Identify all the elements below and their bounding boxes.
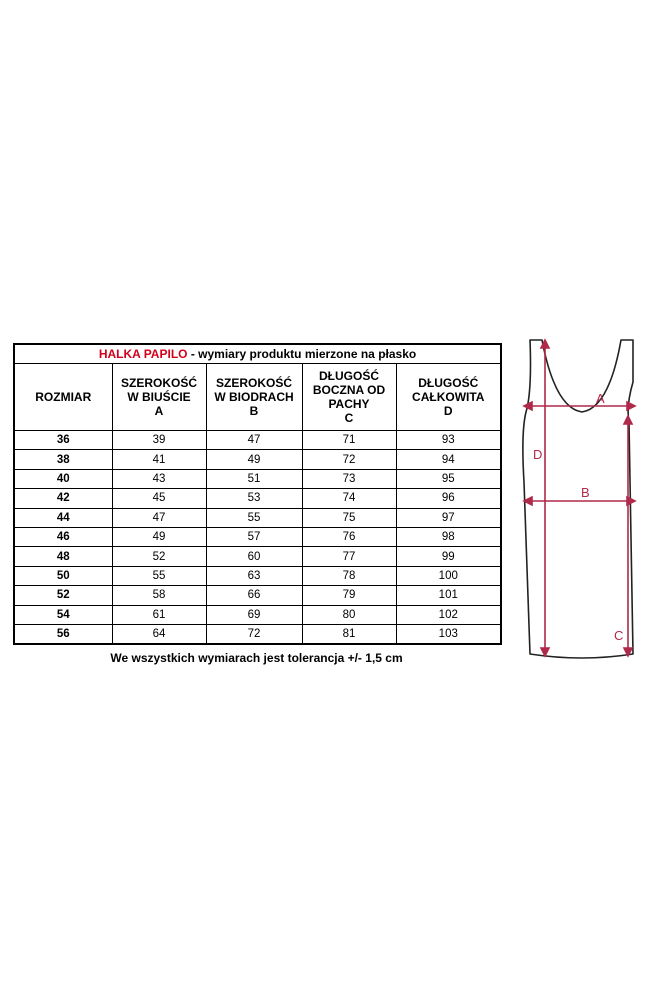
column-header-line: B bbox=[249, 404, 259, 418]
arrowhead bbox=[541, 648, 549, 656]
table-title bbox=[14, 344, 501, 364]
measurement-lines bbox=[524, 340, 635, 656]
label-c: C bbox=[614, 628, 624, 643]
table-row bbox=[14, 450, 501, 469]
column-header bbox=[396, 364, 501, 431]
size-cell: 52 bbox=[14, 586, 112, 605]
measurement-cell: 63 bbox=[206, 566, 302, 585]
table-header-row bbox=[14, 364, 501, 431]
arrowhead bbox=[524, 402, 532, 410]
measurement-cell: 96 bbox=[396, 489, 501, 508]
arrowhead bbox=[624, 416, 632, 424]
size-cell: 50 bbox=[14, 566, 112, 585]
measurement-cell: 101 bbox=[396, 586, 501, 605]
dress-diagram bbox=[508, 332, 667, 662]
column-header-line: SZEROKOŚĆ bbox=[215, 376, 292, 390]
size-cell: 48 bbox=[14, 547, 112, 566]
measurement-cell: 49 bbox=[206, 450, 302, 469]
column-header-line: C bbox=[344, 411, 354, 425]
table-title-row bbox=[14, 344, 501, 364]
table-row bbox=[14, 431, 501, 450]
measurement-cell: 43 bbox=[112, 469, 206, 488]
measurement-cell: 95 bbox=[396, 469, 501, 488]
size-cell: 44 bbox=[14, 508, 112, 527]
table-row bbox=[14, 624, 501, 644]
column-header-line: D bbox=[443, 404, 453, 418]
table-row bbox=[14, 508, 501, 527]
measurement-cell: 47 bbox=[112, 508, 206, 527]
column-header-line: DŁUGOŚĆ bbox=[319, 369, 379, 383]
measurement-cell: 49 bbox=[112, 527, 206, 546]
size-cell: 54 bbox=[14, 605, 112, 624]
measurement-cell: 102 bbox=[396, 605, 501, 624]
column-header-line: ROZMIAR bbox=[35, 390, 92, 404]
measurement-cell: 61 bbox=[112, 605, 206, 624]
arrowhead bbox=[627, 402, 635, 410]
dress-body-outline bbox=[523, 340, 633, 658]
measurement-cell: 41 bbox=[112, 450, 206, 469]
measurement-cell: 98 bbox=[396, 527, 501, 546]
label-b: B bbox=[581, 485, 590, 500]
table-row bbox=[14, 566, 501, 585]
measurement-cell: 93 bbox=[396, 431, 501, 450]
table-row bbox=[14, 469, 501, 488]
size-cell: 38 bbox=[14, 450, 112, 469]
measurement-cell: 58 bbox=[112, 586, 206, 605]
column-header bbox=[206, 364, 302, 431]
measurement-cell: 55 bbox=[206, 508, 302, 527]
measurement-cell: 77 bbox=[302, 547, 396, 566]
table-row bbox=[14, 489, 501, 508]
column-header-line: W BIUŚCIE bbox=[127, 390, 191, 404]
measurement-cell: 74 bbox=[302, 489, 396, 508]
column-header bbox=[112, 364, 206, 431]
measurement-cell: 99 bbox=[396, 547, 501, 566]
measurement-cell: 53 bbox=[206, 489, 302, 508]
measurement-cell: 52 bbox=[112, 547, 206, 566]
measurement-cell: 45 bbox=[112, 489, 206, 508]
measurement-cell: 80 bbox=[302, 605, 396, 624]
tolerance-note: We wszystkich wymiarach jest tolerancja +/- 1,5 cm bbox=[110, 651, 403, 665]
measurement-labels bbox=[533, 391, 623, 643]
size-cell: 36 bbox=[14, 431, 112, 450]
measurement-cell: 79 bbox=[302, 586, 396, 605]
size-cell: 42 bbox=[14, 489, 112, 508]
column-header-line: BOCZNA OD bbox=[312, 383, 386, 397]
measurement-cell: 94 bbox=[396, 450, 501, 469]
column-header-line: SZEROKOŚĆ bbox=[120, 376, 197, 390]
measurement-cell: 64 bbox=[112, 624, 206, 644]
measurement-cell: 76 bbox=[302, 527, 396, 546]
measurement-cell: 78 bbox=[302, 566, 396, 585]
measurement-cell: 72 bbox=[206, 624, 302, 644]
table-row bbox=[14, 547, 501, 566]
column-header bbox=[302, 364, 396, 431]
measurement-cell: 55 bbox=[112, 566, 206, 585]
size-table bbox=[13, 343, 502, 645]
table-row bbox=[14, 527, 501, 546]
column-header bbox=[14, 364, 112, 431]
measurement-cell: 75 bbox=[302, 508, 396, 527]
measurement-cell: 71 bbox=[302, 431, 396, 450]
measurement-cell: 73 bbox=[302, 469, 396, 488]
measurement-cell: 81 bbox=[302, 624, 396, 644]
measurement-cell: 57 bbox=[206, 527, 302, 546]
table-row bbox=[14, 605, 501, 624]
measurement-cell: 103 bbox=[396, 624, 501, 644]
measurement-cell: 69 bbox=[206, 605, 302, 624]
measurement-cell: 72 bbox=[302, 450, 396, 469]
column-header-line: PACHY bbox=[328, 397, 370, 411]
dress-outline bbox=[523, 340, 633, 658]
column-header-line: W BIODRACH bbox=[214, 390, 294, 404]
measurement-cell: 60 bbox=[206, 547, 302, 566]
measurement-cell: 66 bbox=[206, 586, 302, 605]
measurement-cell: 47 bbox=[206, 431, 302, 450]
size-cell: 56 bbox=[14, 624, 112, 644]
measurement-cell: 39 bbox=[112, 431, 206, 450]
table-title-text: - wymiary produktu mierzone na płasko bbox=[187, 347, 417, 361]
measurement-cell: 51 bbox=[206, 469, 302, 488]
label-d: D bbox=[533, 447, 543, 462]
column-header-line: CAŁKOWITA bbox=[412, 390, 485, 404]
column-header-line: A bbox=[154, 404, 164, 418]
size-cell: 40 bbox=[14, 469, 112, 488]
size-cell: 46 bbox=[14, 527, 112, 546]
measurement-cell: 97 bbox=[396, 508, 501, 527]
table-title-brand: HALKA PAPILO bbox=[98, 347, 188, 361]
table-row bbox=[14, 586, 501, 605]
column-header-line: DŁUGOŚĆ bbox=[418, 376, 479, 390]
label-a: A bbox=[596, 391, 605, 406]
measurement-cell: 100 bbox=[396, 566, 501, 585]
